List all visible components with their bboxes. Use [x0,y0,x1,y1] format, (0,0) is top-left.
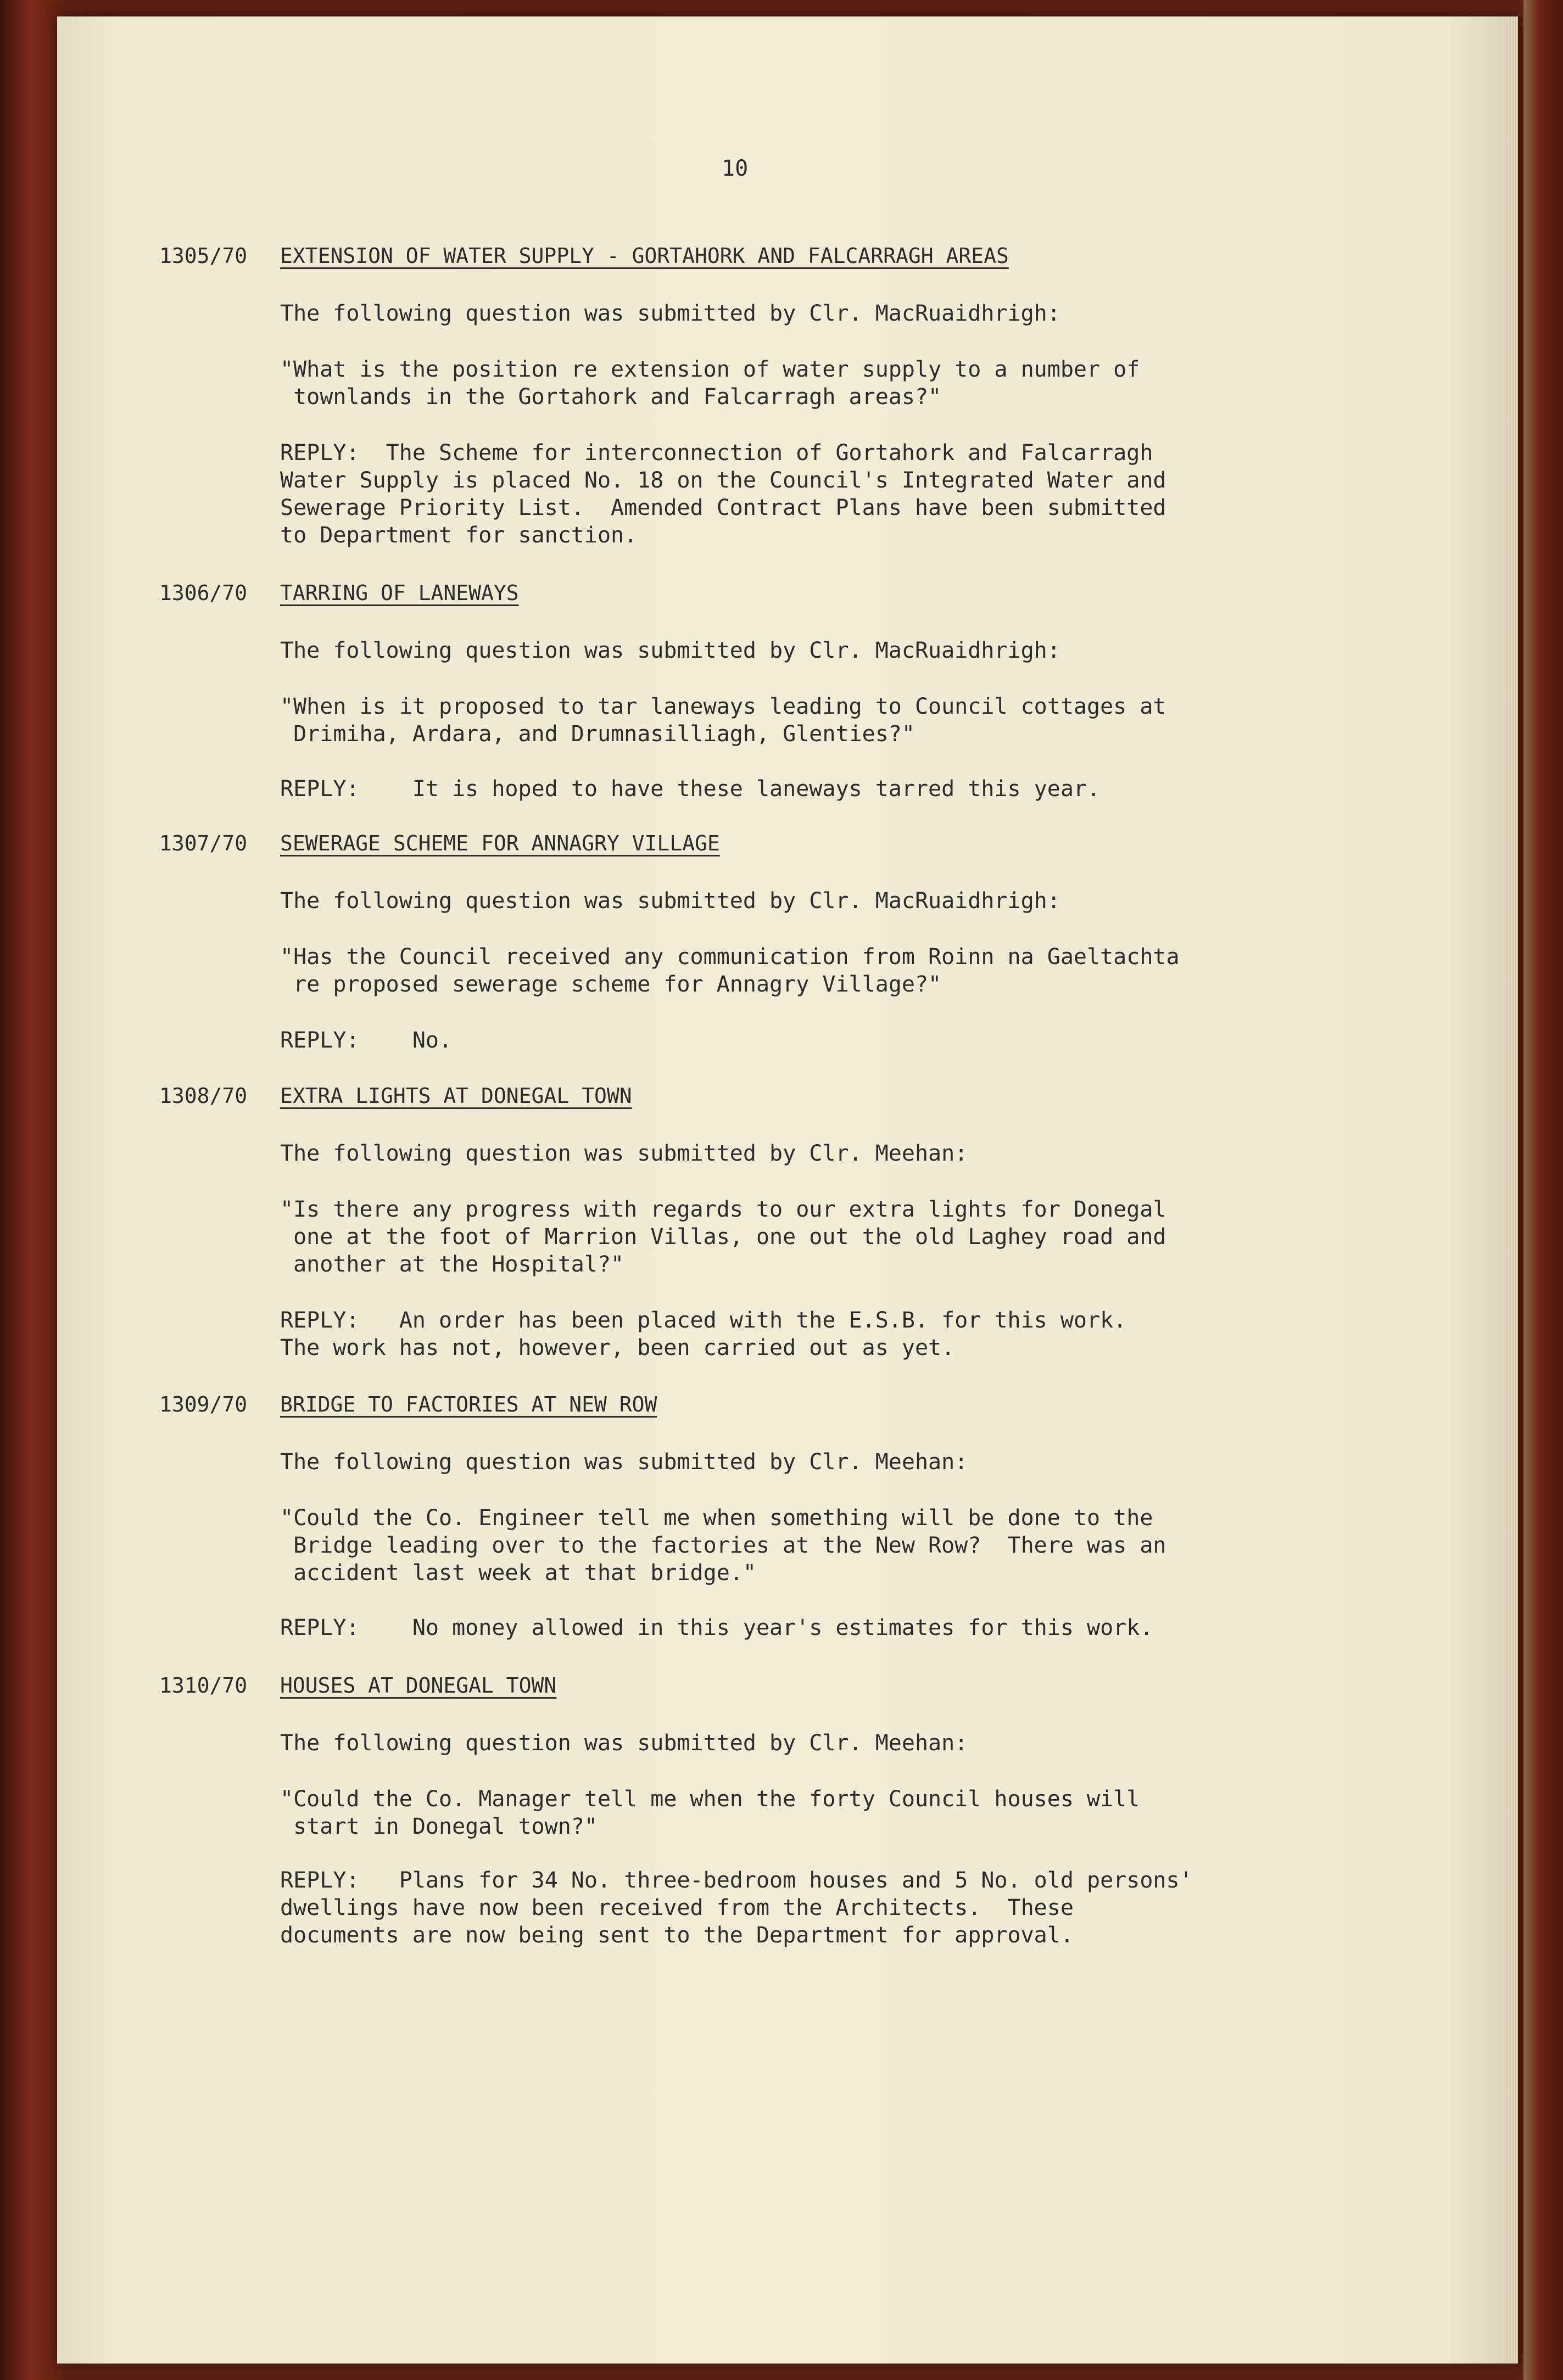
reply [280,1867,1193,1949]
item-number: 1308/70 [159,1084,248,1108]
item-title: TARRING OF LANEWAYS [280,581,519,605]
reply [280,1027,452,1054]
reply-label: REPLY: [280,776,360,802]
item-number: 1310/70 [159,1673,248,1698]
page-edges [1510,16,1518,2364]
document-page [57,16,1518,2364]
reply [280,775,1100,803]
question-intro: The following question was submitted by Clr. Meehan: [280,1141,968,1166]
reply [280,1614,1153,1642]
reply-label: REPLY: [280,1615,360,1640]
item-number: 1306/70 [159,581,248,605]
reply [280,439,1166,549]
item-title: EXTRA LIGHTS AT DONEGAL TOWN [280,1084,632,1108]
question-text: "Has the Council received any communication from Roinn na Gaeltachta re proposed sewerage scheme for Annagry Village?" [280,944,1180,997]
question-text: "What is the position re extension of water supply to a number of townlands in the Gortahork and Falcarragh areas?" [280,357,1140,410]
reply-label: REPLY: [280,440,360,466]
item-number: 1307/70 [159,831,248,855]
question-text: "Could the Co. Engineer tell me when something will be done to the Bridge leading over to the factories at the New Row? There was an accident last week at that bridge." [280,1505,1166,1586]
item-number: 1305/70 [159,244,248,268]
question-intro: The following question was submitted by Clr. MacRuaidhrigh: [280,888,1060,914]
reply-text: An order has been placed with the E.S.B. for this work. The work has not, however, been carried out as yet. [280,1308,1127,1360]
item-title: EXTENSION OF WATER SUPPLY - GORTAHORK AND FALCARRAGH AREAS [280,244,1009,268]
item-title: SEWERAGE SCHEME FOR ANNAGRY VILLAGE [280,831,720,855]
reply-text: It is hoped to have these laneways tarred this year. [359,776,1101,802]
reply-text: The Scheme for interconnection of Gortahork and Falcarragh Water Supply is placed No. 18 on the Council's Integrated Water and Sewerage Priority List. Amended Contract Plans have been submitted to Department for sanction. [280,440,1166,548]
reply-text: Plans for 34 No. three-bedroom houses and 5 No. old persons' dwellings have now been received from the Architects. These documents are now being sent to the Department for approval. [280,1868,1193,1948]
reply-label: REPLY: [280,1308,360,1333]
reply-label: REPLY: [280,1868,360,1893]
question-text: "Could the Co. Manager tell me when the forty Council houses will start in Donegal town?" [280,1787,1140,1839]
question-intro: The following question was submitted by Clr. Meehan: [280,1449,968,1475]
question-intro: The following question was submitted by Clr. Meehan: [280,1731,968,1756]
item-title: HOUSES AT DONEGAL TOWN [280,1673,557,1698]
item-title: BRIDGE TO FACTORIES AT NEW ROW [280,1392,657,1416]
book-spine-right [1523,0,1563,2380]
reply [280,1307,1126,1362]
question-intro: The following question was submitted by Clr. MacRuaidhrigh: [280,638,1060,663]
reply-text: No. [359,1028,453,1053]
item-number: 1309/70 [159,1392,248,1416]
page-number: 10 [722,156,749,181]
book-spine-left [0,0,66,2380]
reply-label: REPLY: [280,1028,360,1053]
question-text: "Is there any progress with regards to our extra lights for Donegal one at the foot of Marrion Villas, one out the old Laghey road and another at the Hospital?" [280,1197,1166,1277]
question-text: "When is it proposed to tar laneways leading to Council cottages at Drimiha, Ardara, and Drumnasilliagh, Glenties?" [280,694,1166,747]
question-intro: The following question was submitted by Clr. MacRuaidhrigh: [280,301,1060,326]
reply-text: No money allowed in this year's estimates for this work. [359,1615,1153,1640]
